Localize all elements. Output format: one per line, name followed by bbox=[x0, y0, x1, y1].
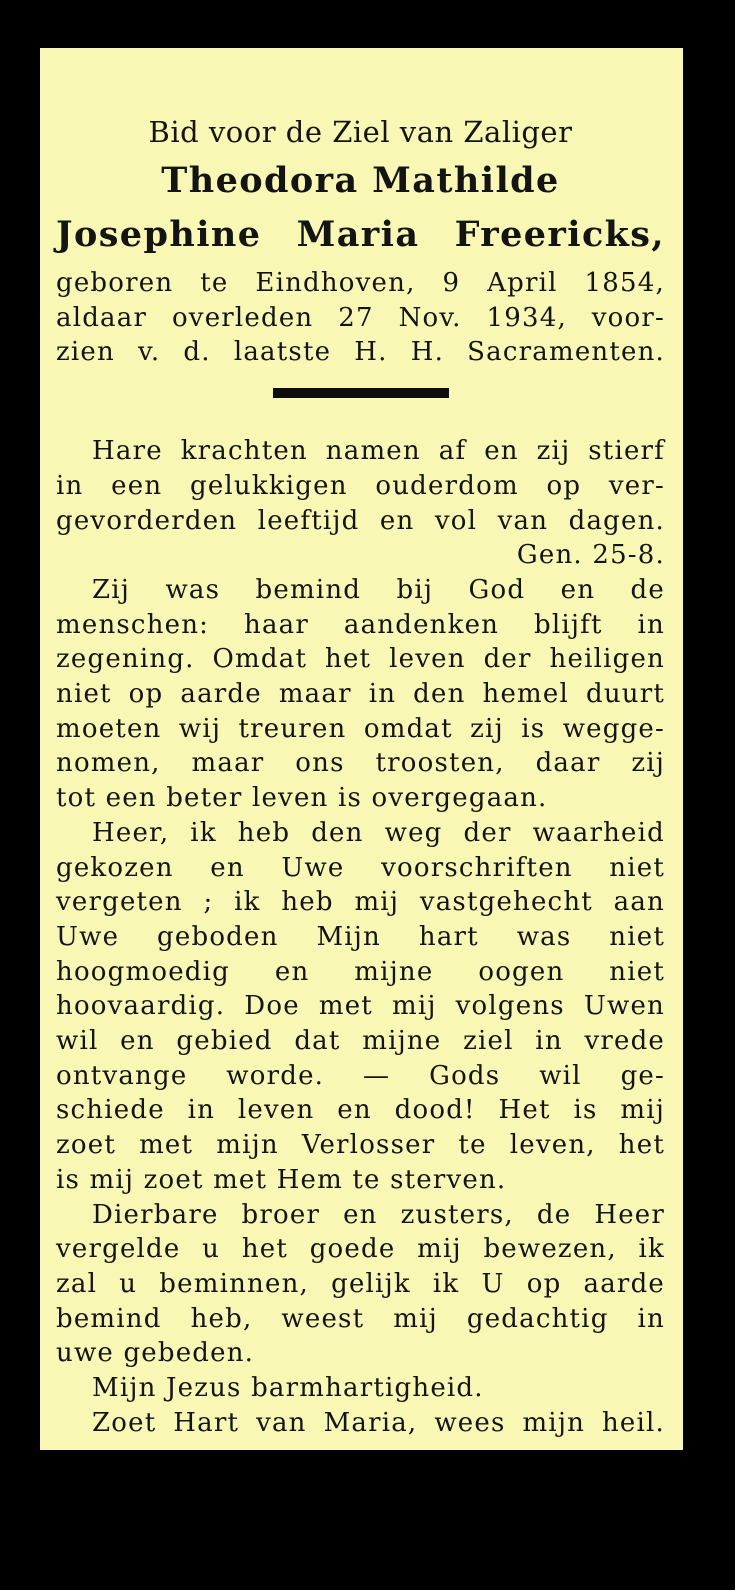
paragraph-1 bbox=[56, 573, 665, 816]
verse-reference: Gen. 25-8. bbox=[516, 540, 665, 571]
text-line: Heer, ik heb den weg der waarheid bbox=[92, 817, 665, 848]
text-line: wil en gebied dat mijne ziel in vrede bbox=[56, 1026, 665, 1057]
text-line: Dierbare broer en zusters, de Heer bbox=[92, 1199, 665, 1230]
text-line: gekozen en Uwe voorschriften niet bbox=[56, 852, 665, 883]
closing-prayer: Zoet Hart van Maria, wees mijn heil. bbox=[92, 1407, 665, 1438]
text-line: zegening. Omdat het leven der heiligen bbox=[56, 644, 665, 675]
verse-line: gevorderden leeftijd en vol van dagen. bbox=[56, 505, 665, 536]
bible-verse bbox=[56, 434, 665, 573]
intro-line: Bid voor de Ziel van Zaliger bbox=[148, 115, 573, 149]
closing-prayers bbox=[56, 1371, 665, 1440]
text-line: menschen: haar aandenken blijft in bbox=[56, 609, 665, 640]
text-line: schiede in leven en dood! Het is mij bbox=[56, 1095, 665, 1126]
birth-death-details bbox=[56, 266, 665, 370]
text-line: Zij was bemind bij God en de bbox=[92, 574, 665, 605]
text-line: hoogmoedig en mijne oogen niet bbox=[56, 956, 665, 987]
text-line: Uwe geboden Mijn hart was niet bbox=[56, 921, 665, 952]
text-line: nomen, maar ons troosten, daar zij bbox=[56, 748, 665, 779]
deceased-name-line-1: Theodora Mathilde bbox=[161, 160, 560, 201]
text-line: niet op aarde maar in den hemel duurt bbox=[56, 679, 665, 710]
verse-line: in een gelukkigen ouderdom op ver- bbox=[56, 470, 665, 501]
deceased-name-line-2: Josephine Maria Freericks, bbox=[56, 214, 665, 255]
text-line: vergeten ; ik heb mij vastgehecht aan bbox=[56, 887, 665, 918]
closing-prayer: Mijn Jezus barmhartigheid. bbox=[92, 1373, 484, 1404]
text-line: bemind heb, weest mij gedachtig in bbox=[56, 1303, 665, 1334]
verse-line: Hare krachten namen af en zij stierf bbox=[92, 436, 665, 467]
birth-line: geboren te Eindhoven, 9 April 1854, bbox=[56, 268, 665, 298]
text-line: zal u beminnen, gelijk ik U op aarde bbox=[56, 1268, 665, 1299]
text-line: zoet met mijn Verlosser te leven, het bbox=[56, 1130, 665, 1161]
paragraph-3 bbox=[56, 1198, 665, 1372]
birth-line: zien v. d. laatste H. H. Sacramenten. bbox=[56, 337, 665, 368]
text-line: tot een beter leven is overgegaan. bbox=[56, 783, 548, 814]
text-line: vergelde u het goede mij bewezen, ik bbox=[56, 1234, 665, 1265]
divider-bar bbox=[273, 388, 449, 398]
text-line: uwe gebeden. bbox=[56, 1338, 255, 1369]
text-line: is mij zoet met Hem te sterven. bbox=[56, 1164, 507, 1195]
memorial-card bbox=[40, 48, 683, 1450]
text-line: hoovaardig. Doe met mij volgens Uwen bbox=[56, 991, 665, 1022]
paragraph-2 bbox=[56, 816, 665, 1198]
text-line: moeten wij treuren omdat zij is wegge- bbox=[56, 713, 665, 744]
birth-line: aldaar overleden 27 Nov. 1934, voor- bbox=[56, 302, 665, 333]
text-line: ontvange worde. — Gods wil ge- bbox=[56, 1060, 665, 1091]
